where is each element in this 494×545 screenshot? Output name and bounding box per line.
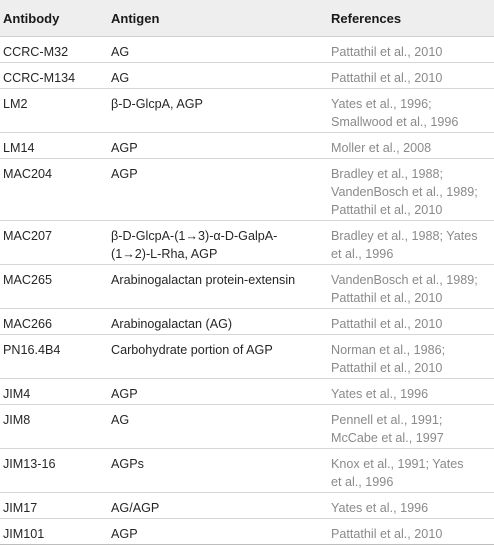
reference-line: Pattathil et al., 2010 (331, 45, 443, 59)
references-cell (330, 221, 494, 265)
antibody-cell: JIM8 (0, 405, 108, 449)
antigen-cell (108, 265, 330, 309)
antigen-cell (108, 63, 330, 89)
reference-line: Pattathil et al., 2010 (331, 317, 443, 331)
references-cell (330, 379, 494, 405)
antigen-line: (1→2)-L-Rha, AGP (111, 247, 218, 261)
reference-line: Norman et al., 1986; (331, 343, 446, 357)
reference-line: Pattathil et al., 2010 (331, 291, 443, 305)
antigen-line: Arabinogalactan protein-extensin (111, 273, 296, 287)
antibody-cell: JIM4 (0, 379, 108, 405)
antibody-cell: CCRC-M32 (0, 37, 108, 63)
antigen-line: AG (111, 413, 130, 427)
reference-line: VandenBosch et al., 1989; (331, 273, 478, 287)
reference-line: Smallwood et al., 1996 (331, 115, 459, 129)
table-body (0, 37, 494, 545)
references-cell (330, 405, 494, 449)
antigen-cell (108, 519, 330, 545)
reference-line: Yates et al., 1996 (331, 501, 429, 515)
reference-line: Pennell et al., 1991; (331, 413, 443, 427)
antigen-cell (108, 159, 330, 221)
reference-line: Yates et al., 1996 (331, 387, 429, 401)
antigen-line: AG (111, 71, 130, 85)
references-cell (330, 133, 494, 159)
antigen-cell (108, 493, 330, 519)
header-row (0, 0, 494, 37)
antigen-cell (108, 89, 330, 133)
references-cell (330, 335, 494, 379)
antigen-cell (108, 335, 330, 379)
table-row (0, 265, 494, 309)
reference-line: VandenBosch et al., 1989; (331, 185, 478, 199)
antigen-line: AGPs (111, 457, 144, 471)
antigen-line: β-D-GlcpA-(1→3)-α-D-GalpA- (111, 229, 278, 243)
table-row (0, 221, 494, 265)
antigen-line: AG/AGP (111, 501, 160, 515)
table-row (0, 133, 494, 159)
references-cell (330, 519, 494, 545)
references-cell (330, 449, 494, 493)
antibody-cell: MAC207 (0, 221, 108, 265)
header-antigen: Antigen (108, 0, 330, 37)
antigen-line: AG (111, 45, 130, 59)
references-cell (330, 493, 494, 519)
antigen-cell (108, 309, 330, 335)
references-cell (330, 63, 494, 89)
references-cell (330, 37, 494, 63)
reference-line: Pattathil et al., 2010 (331, 71, 443, 85)
antibody-cell: CCRC-M134 (0, 63, 108, 89)
table-row (0, 63, 494, 89)
antigen-line: AGP (111, 167, 138, 181)
table-row (0, 519, 494, 545)
header-references: References (330, 0, 494, 37)
antibody-cell: LM14 (0, 133, 108, 159)
antibody-cell: PN16.4B4 (0, 335, 108, 379)
references-cell (330, 309, 494, 335)
references-cell (330, 159, 494, 221)
reference-line: Yates et al., 1996; (331, 97, 432, 111)
reference-line: Bradley et al., 1988; Yates (331, 229, 478, 243)
table-row (0, 309, 494, 335)
references-cell (330, 89, 494, 133)
antibody-cell: MAC266 (0, 309, 108, 335)
antigen-cell (108, 37, 330, 63)
header-antibody: Antibody (0, 0, 108, 37)
antigen-line: AGP (111, 527, 138, 541)
antigen-cell (108, 449, 330, 493)
antibody-cell: JIM17 (0, 493, 108, 519)
reference-line: McCabe et al., 1997 (331, 431, 444, 445)
reference-line: Bradley et al., 1988; (331, 167, 444, 181)
table-row (0, 379, 494, 405)
antibody-cell: LM2 (0, 89, 108, 133)
table-row (0, 449, 494, 493)
antigen-line: AGP (111, 141, 138, 155)
reference-line: et al., 1996 (331, 475, 394, 489)
table-row (0, 405, 494, 449)
antibody-cell: MAC265 (0, 265, 108, 309)
antigen-cell (108, 133, 330, 159)
reference-line: Pattathil et al., 2010 (331, 361, 443, 375)
antibody-cell: JIM101 (0, 519, 108, 545)
reference-line: Knox et al., 1991; Yates (331, 457, 464, 471)
reference-line: et al., 1996 (331, 247, 394, 261)
antigen-line: β-D-GlcpA, AGP (111, 97, 203, 111)
antibody-cell: MAC204 (0, 159, 108, 221)
antigen-line: Carbohydrate portion of AGP (111, 343, 273, 357)
table-row (0, 37, 494, 63)
antigen-cell (108, 405, 330, 449)
references-cell (330, 265, 494, 309)
antigen-line: AGP (111, 387, 138, 401)
antibody-cell: JIM13-16 (0, 449, 108, 493)
table-row (0, 89, 494, 133)
antigen-line: Arabinogalactan (AG) (111, 317, 233, 331)
reference-line: Pattathil et al., 2010 (331, 527, 443, 541)
reference-line: Pattathil et al., 2010 (331, 203, 443, 217)
table-row (0, 493, 494, 519)
antigen-cell (108, 221, 330, 265)
antigen-cell (108, 379, 330, 405)
table-row (0, 159, 494, 221)
table-row (0, 335, 494, 379)
reference-line: Moller et al., 2008 (331, 141, 432, 155)
